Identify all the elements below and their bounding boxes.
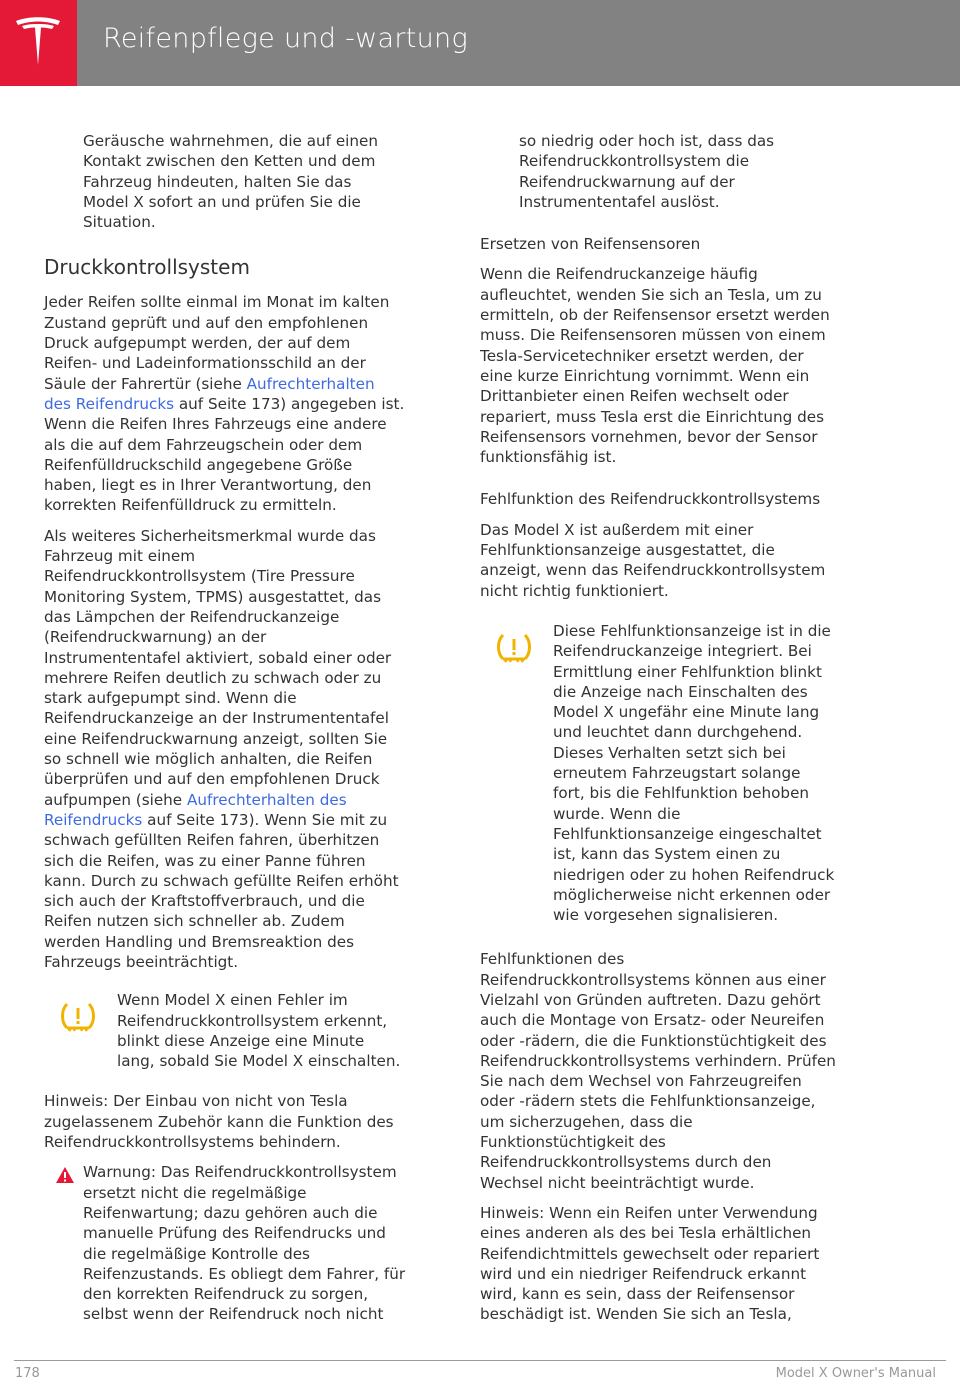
continued-warning: so niedrig oder hoch ist, dass das Reifendruckkontrollsystem die Reifendruckwarnung auf der Instrumententafel auslöst. bbox=[519, 132, 775, 211]
paragraph-monthly-check: Jeder Reifen sollte einmal im Monat im kalten Zustand geprüft und auf den empfohlenen Druck aufgepumpt werden, der auf dem Reifen- und Ladeinformationsschild an der Säule der Fahrertür (siehe Aufrechterhalten des Reifendrucks auf Seite 173) angegeben ist. Wenn die Reifen Ihres Fahrzeugs eine andere als die auf dem Fahrzeugschein oder dem Reifenfülldruckschild angegebene Größe haben, liegt es in Ihrer Verantwortung, den korrekten Reifenfülldruck zu ermitteln. bbox=[44, 293, 405, 515]
warning-block: Warnung: Das Reifendruckkontrollsystem ersetzt nicht die regelmäßige Reifenwartung; dazu gehören auch die manuelle Prüfung des Reifendrucks und die regelmäßige Kontrolle des Reifenzustands. Es obliegt dem Fahrer, für den korrekten Reifendruck zu sorgen, selbst wenn der Reifendruck noch nicht bbox=[44, 1162, 444, 1324]
paragraph-malfunction-causes: Fehlfunktionen des Reifendruckkontrollsystems können aus einer Vielzahl von Gründen auftreten. Dazu gehört auch die Montage von Ersatz- oder Neureifen oder -rädern, die die Funktionstüchtigkeit des Reifendruckkontrollsystems verhindern. Prüfen Sie nach dem Wechsel von Fahrzeugreifen oder -rädern stets die Fehlfunktionsanzeige, um sicherzugehen, dass die Funktionstüchtigkeit des Reifendruckkontrollsystems durch den Wechsel nicht beeinträchtigt wurde. bbox=[480, 950, 836, 1192]
subheading-replace-sensors: Ersetzen von Reifensensoren bbox=[480, 235, 701, 254]
page-title: Reifenpflege und -wartung bbox=[103, 23, 468, 54]
tpms-callout: Wenn Model X einen Fehler im Reifendruckkontrollsystem erkennt, blinkt diese Anzeige eine Minute lang, sobald Sie Model X einschalten. bbox=[44, 990, 444, 1071]
link-reifendrucks[interactable]: Reifendrucks bbox=[44, 810, 143, 829]
right-column bbox=[480, 131, 880, 1335]
paragraph-tpms: Als weiteres Sicherheitsmerkmal wurde das Fahrzeug mit einem Reifendruckkontrollsystem (Tire Pressure Monitoring System, TPMS) ausgestattet, das das Lämpchen der Reifendruckanzeige (Reifendruckwarnung) an der Instrumententafel aktiviert, sobald einer oder mehrere Reifen deutlich zu schwach oder zu stark aufgepumpt sind. Wenn die Reifendruckanzeige an der Instrumententafel eine Reifendruckwarnung anzeigt, sollten Sie so schnell wie möglich anhalten, die Reifen überprüfen und auf den empfohlenen Druck aufpumpen (siehe Aufrechterhalten des Reifendrucks auf Seite 173). Wenn Sie mit zu schwach gefüllten Reifen fahren, überhitzen sich die Reifen, was zu einer Panne führen kann. Durch zu schwach gefüllte Reifen erhöht sich auch der Kraftstoffverbrauch, und die Reifen nutzen sich schneller ab. Zudem werden Handling und Bremsreaktion des Fahrzeugs beeinträchtigt. bbox=[44, 526, 399, 971]
intro-paragraph: Geräusche wahrnehmen, die auf einen Kontakt zwischen den Ketten und dem Fahrzeug hindeuten, halten Sie das Model X sofort an und prüfen Sie die Situation. bbox=[83, 132, 378, 232]
link-des-reifendrucks[interactable]: des Reifendrucks bbox=[44, 394, 175, 413]
link-aufrechterhalten[interactable]: Aufrechterhalten bbox=[246, 374, 375, 393]
link-aufrechterhalten-des[interactable]: Aufrechterhalten des bbox=[186, 790, 347, 809]
note-accessories: Hinweis: Der Einbau von nicht von Tesla zugelassenem Zubehör kann die Funktion des Reifendruckkontrollsystems behindern. bbox=[44, 1092, 394, 1152]
malfunction-callout: Diese Fehlfunktionsanzeige ist in die Reifendruckanzeige integriert. Bei Ermittlung einer Fehlfunktion blinkt die Anzeige nach Einschalten des Model X ungefähr eine Minute lang und leuchtet dann durchgehend. Dieses Verhalten setzt sich bei erneutem Fahrzeugstart solange fort, bis die Fehlfunktion behoben wurde. Wenn die Fehlfunktionsanzeige eingeschaltet ist, kann das System einen zu niedrigen oder zu hohen Reifendruck möglicherweise nicht erkennen oder wie vorgesehen signalisieren. bbox=[480, 621, 880, 925]
warning-triangle-icon bbox=[55, 1166, 75, 1188]
tpms-warning-icon bbox=[58, 1000, 98, 1040]
tesla-logo-icon bbox=[14, 17, 62, 67]
manual-title: Model X Owner's Manual bbox=[775, 1366, 936, 1381]
paragraph-replace-sensors: Wenn die Reifendruckanzeige häufig aufleuchtet, wenden Sie sich an Tesla, um zu ermitteln, ob der Reifensensor ersetzt werden muss. Die Reifensensoren müssen von einem Tesla-Servicetechniker ersetzt werden, der eine kurze Einrichtung vornimmt. Wenn ein Drittanbieter einen Reifen wechselt oder repariert, muss Tesla erst die Einrichtung des Reifensensors vornehmen, bevor der Sensor funktionsfähig ist. bbox=[480, 265, 830, 467]
footer-divider bbox=[14, 1360, 946, 1361]
note-sealant: Hinweis: Wenn ein Reifen unter Verwendung eines anderen als des bei Tesla erhältlichen Reifendichtmittels gewechselt oder repariert wird und ein niedriger Reifendruck erkannt wird, kann es sein, dass der Reifensensor beschädigt ist. Wenden Sie sich an Tesla, bbox=[480, 1203, 820, 1324]
subheading-malfunction: Fehlfunktion des Reifendruckkontrollsystems bbox=[480, 490, 821, 509]
page-number: 178 bbox=[15, 1366, 40, 1381]
left-column bbox=[44, 131, 444, 1335]
paragraph-malfunction-indicator: Das Model X ist außerdem mit einer Fehlfunktionsanzeige ausgestattet, die anzeigt, wenn das Reifendruckkontrollsystem nicht richtig funktioniert. bbox=[480, 520, 826, 600]
tesla-logo bbox=[0, 0, 77, 86]
section-heading: Druckkontrollsystem bbox=[44, 255, 250, 280]
tpms-warning-icon bbox=[494, 631, 534, 671]
page-header bbox=[0, 0, 960, 86]
